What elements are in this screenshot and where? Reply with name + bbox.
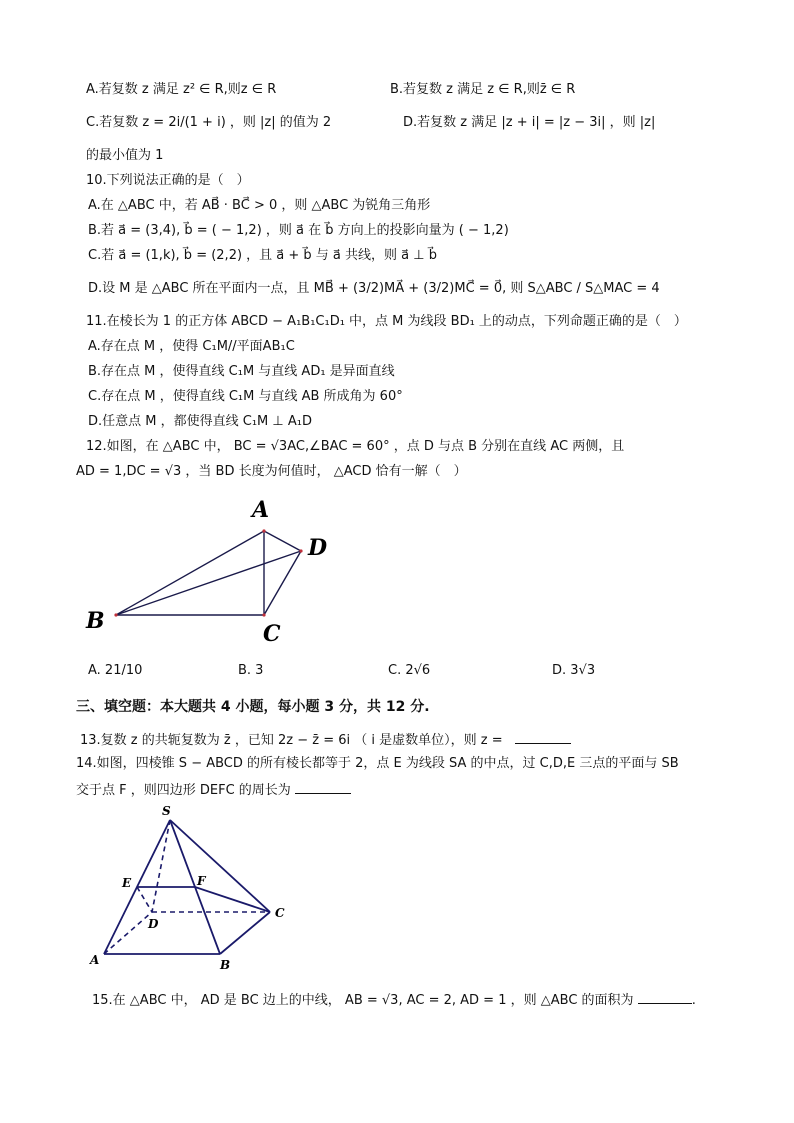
q12-stem-line2: AD = 1,DC = √3 ，当 BD 长度为何值时， △ACD 恰有一解（ ）	[76, 464, 467, 479]
q11-option-d: D.任意点 M ，都使得直线 C₁M ⊥ A₁D	[88, 414, 312, 429]
q10-option-d: D.设 M 是 △ABC 所在平面内一点，且 MB⃗ + (3/2)MA⃗ + (3/2)MC⃗ = 0⃗, 则 S△ABC / S△MAC = 4	[88, 281, 660, 296]
segment-ad	[264, 531, 301, 551]
q12-stem-line1: 12.如图，在 △ABC 中， BC = √3AC,∠BAC = 60° ，点 D 与点 B 分别在直线 AC 两侧，且	[86, 439, 625, 454]
label-c: C	[263, 621, 281, 647]
q9-option-b: B.若复数 z 满足 z ∈ R,则z̄ ∈ R	[390, 82, 576, 97]
q13-stem	[80, 731, 571, 749]
q9-option-d-continued: 的最小值为 1	[86, 148, 164, 163]
label-d: D	[148, 917, 159, 931]
q11-option-a: A.存在点 M ，使得 C₁M//平面AB₁C	[88, 339, 295, 354]
q12-choice-a: A. 21/10	[88, 663, 143, 678]
segment-fc	[195, 887, 270, 912]
edge-bc	[220, 912, 270, 954]
label-e: E	[122, 876, 132, 890]
label-b: B	[86, 608, 105, 634]
section-heading-fill-in: 三、填空题：本大题共 4 小题，每小题 3 分，共 12 分.	[76, 699, 430, 715]
q9-option-a: A.若复数 z 满足 z² ∈ R,则z ∈ R	[86, 82, 277, 97]
label-f: F	[197, 874, 206, 888]
q15-answer-blank	[638, 991, 692, 1004]
edge-ad-hidden	[104, 912, 152, 954]
point-d	[299, 549, 302, 552]
q11-stem: 11.在棱长为 1 的正方体 ABCD − A₁B₁C₁D₁ 中，点 M 为线段 BD₁ 上的动点，下列命题正确的是（ ）	[86, 314, 687, 329]
label-a: A	[90, 953, 100, 967]
q11-option-c: C.存在点 M ，使得直线 C₁M 与直线 AB 所成角为 60°	[88, 389, 403, 404]
q9-option-d: D.若复数 z 满足 |z + i| = |z − 3i| ，则 |z|	[403, 115, 656, 130]
segment-ed-hidden	[137, 887, 152, 912]
label-a: A	[252, 497, 270, 523]
label-c: C	[275, 906, 285, 920]
label-b: B	[220, 958, 231, 972]
q10-option-b: B.若 a⃗ = (3,4), b⃗ = ( − 1,2) ，则 a⃗ 在 b⃗ 方向上的投影向量为 ( − 1,2)	[88, 223, 509, 238]
q13-answer-blank	[515, 731, 571, 744]
q15-stem	[92, 991, 696, 1009]
q9-option-c: C.若复数 z = 2i/(1 + i) ，则 |z| 的值为 2	[86, 115, 332, 130]
q15-text: 15.在 △ABC 中， AD 是 BC 边上的中线， AB = √3, AC = 2, AD = 1 ，则 △ABC 的面积为	[92, 993, 634, 1008]
q13-text: 13.复数 z 的共轭复数为 z̄ ，已知 2z − z̄ = 6i （ i 是虚数单位），则 z =	[80, 733, 503, 748]
q10-option-a: A.在 △ABC 中，若 AB⃗ · BC⃗ > 0 ，则 △ABC 为锐角三角形	[88, 198, 431, 213]
edge-sd-hidden	[152, 820, 170, 912]
q14-text: 交于点 F ，则四边形 DEFC 的周长为	[76, 783, 291, 798]
q14-stem-line2	[76, 781, 351, 799]
q14-answer-blank	[295, 781, 351, 794]
point-c	[262, 613, 265, 616]
point-a	[262, 529, 265, 532]
label-d: D	[308, 535, 328, 561]
segment-ab	[116, 531, 264, 615]
q10-stem: 10.下列说法正确的是（ ）	[86, 173, 250, 188]
q14-stem-line1: 14.如图，四棱锥 S − ABCD 的所有棱长都等于 2，点 E 为线段 SA 的中点，过 C,D,E 三点的平面与 SB	[76, 756, 679, 771]
q15-period: .	[691, 993, 696, 1008]
edge-sc	[170, 820, 270, 912]
q10-option-c: C.若 a⃗ = (1,k), b⃗ = (2,2) ，且 a⃗ + b⃗ 与 a⃗ 共线，则 a⃗ ⊥ b⃗	[88, 248, 437, 263]
q12-choice-d: D. 3√3	[552, 663, 596, 678]
q12-choice-c: C. 2√6	[388, 663, 431, 678]
point-b	[114, 613, 117, 616]
segment-dc	[264, 551, 301, 615]
q14-pyramid-figure	[82, 800, 302, 978]
q12-choice-b: B. 3	[238, 663, 264, 678]
q11-option-b: B.存在点 M ，使得直线 C₁M 与直线 AD₁ 是异面直线	[88, 364, 395, 379]
segment-bd	[116, 551, 301, 615]
label-s: S	[162, 804, 171, 818]
q12-triangle-figure	[80, 495, 340, 650]
